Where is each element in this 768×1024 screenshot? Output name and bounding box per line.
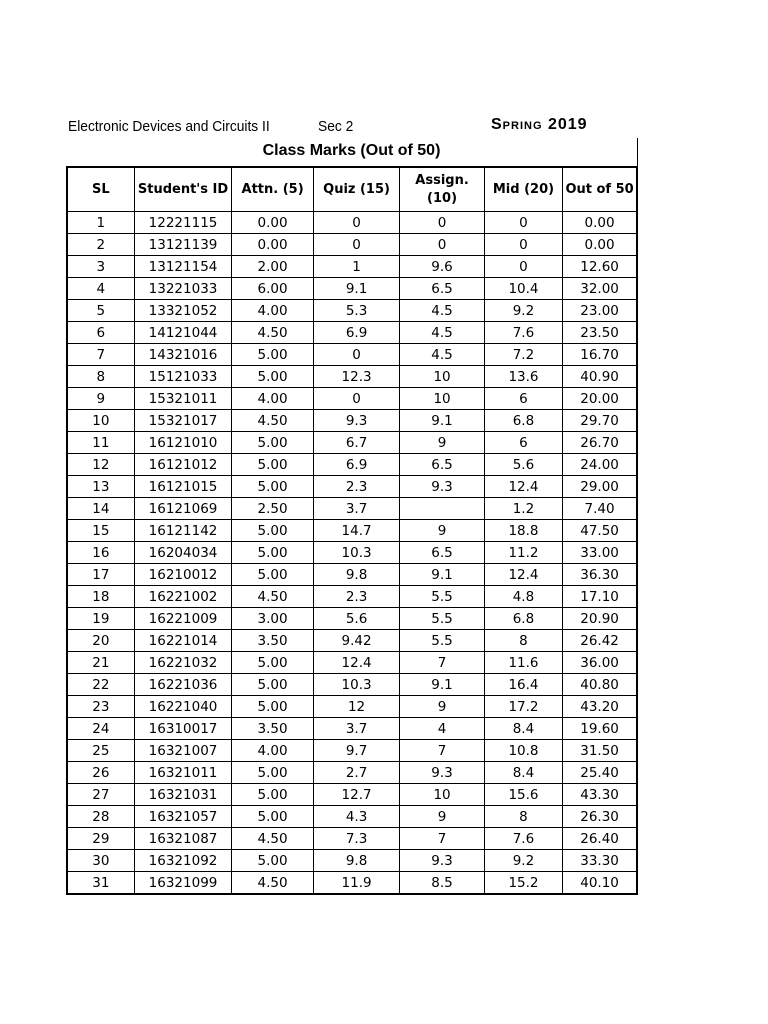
table-row bbox=[67, 696, 637, 718]
cell-attendance: 4.50 bbox=[232, 872, 313, 895]
table-row bbox=[67, 740, 637, 762]
cell-total: 43.30 bbox=[563, 784, 637, 806]
table-row bbox=[67, 498, 637, 520]
cell-total: 20.00 bbox=[563, 388, 637, 410]
column-header-attendance: Attn. (5) bbox=[232, 167, 313, 212]
cell-assignment: 9 bbox=[400, 806, 484, 828]
cell-quiz: 9.8 bbox=[313, 850, 400, 872]
table-row bbox=[67, 784, 637, 806]
cell-sl: 12 bbox=[67, 454, 134, 476]
cell-mid: 15.6 bbox=[484, 784, 562, 806]
cell-total: 20.90 bbox=[563, 608, 637, 630]
cell-quiz: 11.9 bbox=[313, 872, 400, 895]
cell-student-id: 16321007 bbox=[134, 740, 232, 762]
cell-mid: 15.2 bbox=[484, 872, 562, 895]
cell-student-id: 15321017 bbox=[134, 410, 232, 432]
cell-sl: 17 bbox=[67, 564, 134, 586]
table-row bbox=[67, 564, 637, 586]
cell-sl: 21 bbox=[67, 652, 134, 674]
table-row bbox=[67, 300, 637, 322]
cell-total: 16.70 bbox=[563, 344, 637, 366]
cell-sl: 8 bbox=[67, 366, 134, 388]
cell-attendance: 5.00 bbox=[232, 652, 313, 674]
cell-assignment: 9.1 bbox=[400, 674, 484, 696]
cell-assignment: 4.5 bbox=[400, 322, 484, 344]
cell-mid: 13.6 bbox=[484, 366, 562, 388]
cell-quiz: 9.7 bbox=[313, 740, 400, 762]
cell-attendance: 4.50 bbox=[232, 586, 313, 608]
cell-mid: 17.2 bbox=[484, 696, 562, 718]
marks-table bbox=[66, 166, 638, 895]
cell-mid: 6.8 bbox=[484, 410, 562, 432]
cell-student-id: 16321031 bbox=[134, 784, 232, 806]
cell-mid: 6.8 bbox=[484, 608, 562, 630]
table-row bbox=[67, 850, 637, 872]
cell-student-id: 13121139 bbox=[134, 234, 232, 256]
cell-assignment: 9 bbox=[400, 432, 484, 454]
table-row bbox=[67, 828, 637, 850]
cell-student-id: 13121154 bbox=[134, 256, 232, 278]
cell-total: 26.30 bbox=[563, 806, 637, 828]
cell-mid: 12.4 bbox=[484, 564, 562, 586]
cell-attendance: 3.50 bbox=[232, 718, 313, 740]
cell-student-id: 15321011 bbox=[134, 388, 232, 410]
cell-quiz: 3.7 bbox=[313, 498, 400, 520]
cell-student-id: 16321011 bbox=[134, 762, 232, 784]
cell-student-id: 16321087 bbox=[134, 828, 232, 850]
cell-quiz: 2.3 bbox=[313, 586, 400, 608]
document-header bbox=[68, 116, 638, 138]
cell-quiz: 0 bbox=[313, 344, 400, 366]
table-row bbox=[67, 872, 637, 895]
cell-assignment: 9 bbox=[400, 696, 484, 718]
cell-attendance: 2.00 bbox=[232, 256, 313, 278]
table-row bbox=[67, 542, 637, 564]
cell-student-id: 15121033 bbox=[134, 366, 232, 388]
cell-student-id: 16221002 bbox=[134, 586, 232, 608]
cell-attendance: 4.00 bbox=[232, 300, 313, 322]
cell-total: 0.00 bbox=[563, 212, 637, 234]
table-row bbox=[67, 586, 637, 608]
cell-quiz: 2.3 bbox=[313, 476, 400, 498]
cell-assignment: 0 bbox=[400, 234, 484, 256]
cell-sl: 7 bbox=[67, 344, 134, 366]
table-row bbox=[67, 256, 637, 278]
table-row bbox=[67, 410, 637, 432]
table-row bbox=[67, 476, 637, 498]
cell-attendance: 5.00 bbox=[232, 432, 313, 454]
cell-assignment: 7 bbox=[400, 652, 484, 674]
term-label: Spring 2019 bbox=[491, 116, 588, 133]
cell-mid: 6 bbox=[484, 432, 562, 454]
cell-total: 40.80 bbox=[563, 674, 637, 696]
cell-sl: 26 bbox=[67, 762, 134, 784]
cell-attendance: 5.00 bbox=[232, 366, 313, 388]
cell-mid: 8 bbox=[484, 630, 562, 652]
table-row bbox=[67, 652, 637, 674]
cell-attendance: 4.50 bbox=[232, 410, 313, 432]
cell-student-id: 16221009 bbox=[134, 608, 232, 630]
cell-quiz: 12 bbox=[313, 696, 400, 718]
cell-total: 7.40 bbox=[563, 498, 637, 520]
column-header-assignment: Assign. (10) bbox=[400, 167, 484, 212]
cell-sl: 24 bbox=[67, 718, 134, 740]
cell-total: 12.60 bbox=[563, 256, 637, 278]
cell-attendance: 5.00 bbox=[232, 850, 313, 872]
cell-quiz: 5.3 bbox=[313, 300, 400, 322]
cell-attendance: 5.00 bbox=[232, 542, 313, 564]
cell-quiz: 10.3 bbox=[313, 542, 400, 564]
cell-quiz: 2.7 bbox=[313, 762, 400, 784]
cell-mid: 11.6 bbox=[484, 652, 562, 674]
cell-assignment: 7 bbox=[400, 828, 484, 850]
cell-sl: 16 bbox=[67, 542, 134, 564]
cell-attendance: 5.00 bbox=[232, 454, 313, 476]
table-row bbox=[67, 520, 637, 542]
cell-attendance: 4.50 bbox=[232, 322, 313, 344]
table-row bbox=[67, 432, 637, 454]
cell-mid: 6 bbox=[484, 388, 562, 410]
cell-total: 23.00 bbox=[563, 300, 637, 322]
cell-assignment bbox=[400, 498, 484, 520]
table-row bbox=[67, 366, 637, 388]
cell-assignment: 9.1 bbox=[400, 410, 484, 432]
cell-mid: 10.4 bbox=[484, 278, 562, 300]
cell-sl: 10 bbox=[67, 410, 134, 432]
cell-student-id: 14121044 bbox=[134, 322, 232, 344]
cell-mid: 9.2 bbox=[484, 850, 562, 872]
cell-attendance: 2.50 bbox=[232, 498, 313, 520]
cell-student-id: 16204034 bbox=[134, 542, 232, 564]
table-title-band bbox=[66, 138, 638, 166]
cell-attendance: 5.00 bbox=[232, 564, 313, 586]
cell-total: 43.20 bbox=[563, 696, 637, 718]
cell-total: 26.42 bbox=[563, 630, 637, 652]
cell-student-id: 16121010 bbox=[134, 432, 232, 454]
column-header-sl: SL bbox=[67, 167, 134, 212]
cell-student-id: 16221032 bbox=[134, 652, 232, 674]
cell-quiz: 10.3 bbox=[313, 674, 400, 696]
cell-student-id: 16221040 bbox=[134, 696, 232, 718]
table-row bbox=[67, 718, 637, 740]
table-row bbox=[67, 762, 637, 784]
cell-mid: 5.6 bbox=[484, 454, 562, 476]
cell-total: 23.50 bbox=[563, 322, 637, 344]
cell-student-id: 12221115 bbox=[134, 212, 232, 234]
table-row bbox=[67, 388, 637, 410]
cell-quiz: 12.3 bbox=[313, 366, 400, 388]
cell-total: 0.00 bbox=[563, 234, 637, 256]
cell-quiz: 9.8 bbox=[313, 564, 400, 586]
cell-quiz: 0 bbox=[313, 212, 400, 234]
cell-total: 24.00 bbox=[563, 454, 637, 476]
cell-student-id: 13221033 bbox=[134, 278, 232, 300]
cell-total: 25.40 bbox=[563, 762, 637, 784]
cell-sl: 14 bbox=[67, 498, 134, 520]
cell-attendance: 0.00 bbox=[232, 212, 313, 234]
cell-mid: 8 bbox=[484, 806, 562, 828]
cell-mid: 0 bbox=[484, 234, 562, 256]
cell-sl: 31 bbox=[67, 872, 134, 895]
cell-mid: 10.8 bbox=[484, 740, 562, 762]
cell-attendance: 4.00 bbox=[232, 388, 313, 410]
cell-assignment: 6.5 bbox=[400, 278, 484, 300]
cell-attendance: 5.00 bbox=[232, 344, 313, 366]
cell-attendance: 5.00 bbox=[232, 762, 313, 784]
cell-attendance: 5.00 bbox=[232, 674, 313, 696]
cell-total: 40.90 bbox=[563, 366, 637, 388]
cell-quiz: 9.1 bbox=[313, 278, 400, 300]
section-label: Sec 2 bbox=[318, 118, 354, 135]
cell-attendance: 6.00 bbox=[232, 278, 313, 300]
cell-mid: 7.2 bbox=[484, 344, 562, 366]
cell-assignment: 5.5 bbox=[400, 608, 484, 630]
table-row bbox=[67, 674, 637, 696]
cell-quiz: 6.7 bbox=[313, 432, 400, 454]
cell-assignment: 10 bbox=[400, 784, 484, 806]
cell-sl: 19 bbox=[67, 608, 134, 630]
cell-sl: 22 bbox=[67, 674, 134, 696]
cell-assignment: 10 bbox=[400, 388, 484, 410]
cell-total: 33.00 bbox=[563, 542, 637, 564]
column-header-mid: Mid (20) bbox=[484, 167, 562, 212]
cell-sl: 18 bbox=[67, 586, 134, 608]
cell-assignment: 5.5 bbox=[400, 630, 484, 652]
cell-total: 47.50 bbox=[563, 520, 637, 542]
cell-mid: 7.6 bbox=[484, 828, 562, 850]
course-title: Electronic Devices and Circuits II bbox=[68, 118, 270, 135]
cell-sl: 20 bbox=[67, 630, 134, 652]
cell-mid: 11.2 bbox=[484, 542, 562, 564]
cell-attendance: 3.00 bbox=[232, 608, 313, 630]
cell-sl: 13 bbox=[67, 476, 134, 498]
cell-student-id: 16221036 bbox=[134, 674, 232, 696]
cell-assignment: 4.5 bbox=[400, 344, 484, 366]
cell-attendance: 5.00 bbox=[232, 806, 313, 828]
cell-sl: 4 bbox=[67, 278, 134, 300]
cell-assignment: 0 bbox=[400, 212, 484, 234]
cell-quiz: 12.4 bbox=[313, 652, 400, 674]
cell-mid: 9.2 bbox=[484, 300, 562, 322]
table-row bbox=[67, 278, 637, 300]
cell-total: 36.00 bbox=[563, 652, 637, 674]
cell-student-id: 16321057 bbox=[134, 806, 232, 828]
cell-quiz: 9.42 bbox=[313, 630, 400, 652]
cell-quiz: 1 bbox=[313, 256, 400, 278]
cell-attendance: 0.00 bbox=[232, 234, 313, 256]
cell-total: 32.00 bbox=[563, 278, 637, 300]
cell-mid: 1.2 bbox=[484, 498, 562, 520]
cell-assignment: 7 bbox=[400, 740, 484, 762]
table-row bbox=[67, 608, 637, 630]
cell-sl: 3 bbox=[67, 256, 134, 278]
cell-assignment: 9.1 bbox=[400, 564, 484, 586]
cell-sl: 29 bbox=[67, 828, 134, 850]
cell-quiz: 9.3 bbox=[313, 410, 400, 432]
table-row bbox=[67, 344, 637, 366]
cell-mid: 8.4 bbox=[484, 718, 562, 740]
table-header-row bbox=[67, 167, 637, 212]
cell-student-id: 14321016 bbox=[134, 344, 232, 366]
cell-sl: 1 bbox=[67, 212, 134, 234]
table-row bbox=[67, 806, 637, 828]
cell-mid: 7.6 bbox=[484, 322, 562, 344]
cell-student-id: 16121015 bbox=[134, 476, 232, 498]
cell-sl: 30 bbox=[67, 850, 134, 872]
cell-quiz: 3.7 bbox=[313, 718, 400, 740]
cell-student-id: 13321052 bbox=[134, 300, 232, 322]
table-row bbox=[67, 630, 637, 652]
cell-sl: 25 bbox=[67, 740, 134, 762]
cell-student-id: 16321092 bbox=[134, 850, 232, 872]
cell-attendance: 5.00 bbox=[232, 696, 313, 718]
cell-assignment: 4.5 bbox=[400, 300, 484, 322]
cell-assignment: 9.6 bbox=[400, 256, 484, 278]
column-header-total: Out of 50 bbox=[563, 167, 637, 212]
cell-student-id: 16121069 bbox=[134, 498, 232, 520]
cell-attendance: 5.00 bbox=[232, 520, 313, 542]
cell-mid: 0 bbox=[484, 256, 562, 278]
cell-sl: 2 bbox=[67, 234, 134, 256]
cell-quiz: 0 bbox=[313, 388, 400, 410]
cell-mid: 0 bbox=[484, 212, 562, 234]
cell-attendance: 4.00 bbox=[232, 740, 313, 762]
cell-assignment: 9.3 bbox=[400, 476, 484, 498]
cell-quiz: 7.3 bbox=[313, 828, 400, 850]
cell-assignment: 5.5 bbox=[400, 586, 484, 608]
cell-sl: 27 bbox=[67, 784, 134, 806]
cell-sl: 5 bbox=[67, 300, 134, 322]
cell-student-id: 16221014 bbox=[134, 630, 232, 652]
cell-sl: 11 bbox=[67, 432, 134, 454]
cell-assignment: 4 bbox=[400, 718, 484, 740]
cell-quiz: 0 bbox=[313, 234, 400, 256]
cell-student-id: 16310017 bbox=[134, 718, 232, 740]
cell-mid: 4.8 bbox=[484, 586, 562, 608]
cell-student-id: 16210012 bbox=[134, 564, 232, 586]
cell-assignment: 8.5 bbox=[400, 872, 484, 895]
table-row bbox=[67, 454, 637, 476]
cell-total: 26.70 bbox=[563, 432, 637, 454]
cell-total: 29.70 bbox=[563, 410, 637, 432]
table-body bbox=[67, 212, 637, 895]
cell-mid: 18.8 bbox=[484, 520, 562, 542]
cell-assignment: 9.3 bbox=[400, 850, 484, 872]
cell-attendance: 5.00 bbox=[232, 476, 313, 498]
cell-attendance: 5.00 bbox=[232, 784, 313, 806]
cell-total: 40.10 bbox=[563, 872, 637, 895]
cell-sl: 9 bbox=[67, 388, 134, 410]
cell-total: 36.30 bbox=[563, 564, 637, 586]
cell-sl: 23 bbox=[67, 696, 134, 718]
cell-assignment: 6.5 bbox=[400, 542, 484, 564]
cell-total: 17.10 bbox=[563, 586, 637, 608]
cell-assignment: 6.5 bbox=[400, 454, 484, 476]
table-title: Class Marks (Out of 50) bbox=[262, 142, 441, 159]
cell-assignment: 9 bbox=[400, 520, 484, 542]
cell-mid: 12.4 bbox=[484, 476, 562, 498]
cell-student-id: 16121142 bbox=[134, 520, 232, 542]
cell-mid: 16.4 bbox=[484, 674, 562, 696]
table-row bbox=[67, 212, 637, 234]
cell-attendance: 3.50 bbox=[232, 630, 313, 652]
column-header-quiz: Quiz (15) bbox=[313, 167, 400, 212]
table-row bbox=[67, 234, 637, 256]
cell-attendance: 4.50 bbox=[232, 828, 313, 850]
cell-total: 26.40 bbox=[563, 828, 637, 850]
column-header-student-id: Student's ID bbox=[134, 167, 232, 212]
cell-total: 33.30 bbox=[563, 850, 637, 872]
cell-student-id: 16321099 bbox=[134, 872, 232, 895]
cell-sl: 28 bbox=[67, 806, 134, 828]
cell-sl: 15 bbox=[67, 520, 134, 542]
cell-quiz: 14.7 bbox=[313, 520, 400, 542]
cell-quiz: 12.7 bbox=[313, 784, 400, 806]
cell-assignment: 10 bbox=[400, 366, 484, 388]
cell-student-id: 16121012 bbox=[134, 454, 232, 476]
cell-mid: 8.4 bbox=[484, 762, 562, 784]
cell-assignment: 9.3 bbox=[400, 762, 484, 784]
cell-quiz: 4.3 bbox=[313, 806, 400, 828]
cell-total: 19.60 bbox=[563, 718, 637, 740]
cell-quiz: 5.6 bbox=[313, 608, 400, 630]
cell-total: 31.50 bbox=[563, 740, 637, 762]
cell-quiz: 6.9 bbox=[313, 454, 400, 476]
cell-quiz: 6.9 bbox=[313, 322, 400, 344]
cell-sl: 6 bbox=[67, 322, 134, 344]
table-row bbox=[67, 322, 637, 344]
cell-total: 29.00 bbox=[563, 476, 637, 498]
